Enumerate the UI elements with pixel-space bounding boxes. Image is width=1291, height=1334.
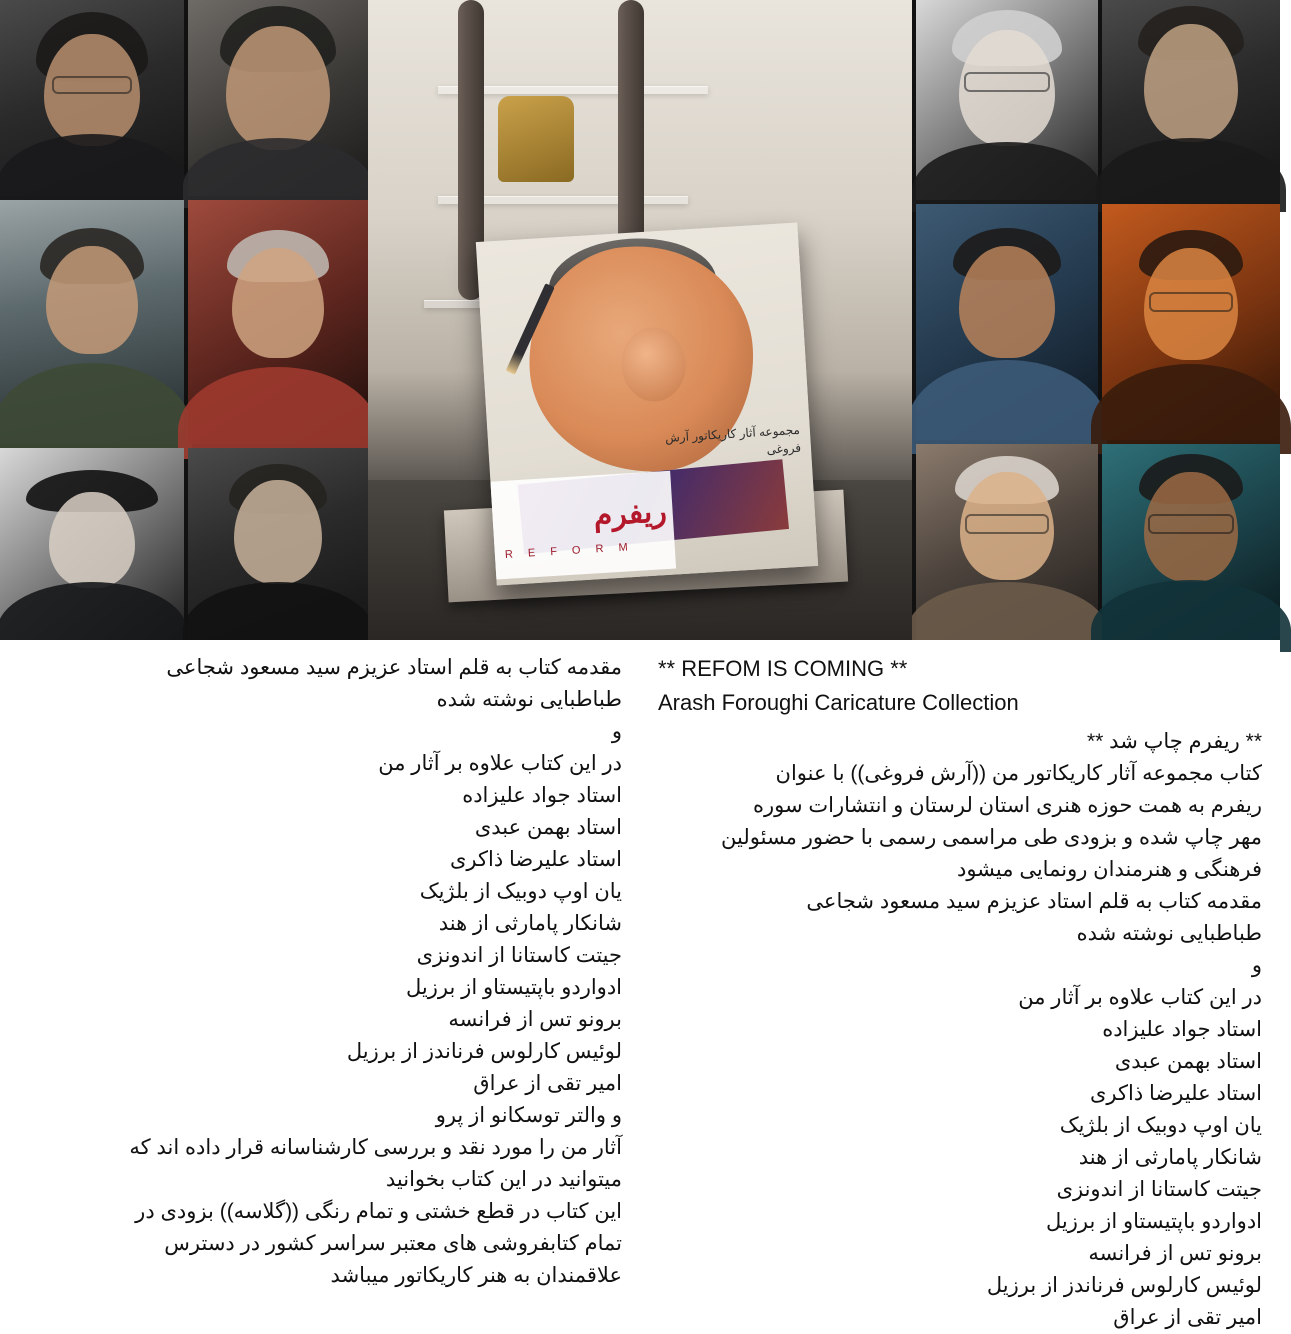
portrait-1 xyxy=(0,0,184,196)
right-line: ** ریفرم چاپ شد ** xyxy=(1087,730,1262,753)
left-line: استاد بهمن عبدی xyxy=(474,816,622,839)
right-line: برونو تس از فرانسه xyxy=(1088,1242,1262,1265)
right-line: ریفرم به همت حوزه هنری استان لرستان و انتشارات سوره xyxy=(752,794,1262,817)
cover-title-fa: ریفرم xyxy=(592,495,668,533)
head-shape xyxy=(959,246,1055,358)
right-line: در این کتاب علاوه بر آثار من xyxy=(1018,986,1262,1009)
right-line: فرهنگی و هنرمندان رونمایی میشود xyxy=(956,858,1262,881)
left-line: مقدمه کتاب به قلم استاد عزیزم سید مسعود شجاعی xyxy=(166,656,622,679)
caption-text-area xyxy=(0,640,1280,1329)
portrait-3 xyxy=(0,200,184,444)
left-line: و xyxy=(611,720,622,743)
left-line: در این کتاب علاوه بر آثار من xyxy=(378,752,622,775)
right-line: شانکار پامارثی از هند xyxy=(1078,1146,1262,1169)
left-line: میتوانید در این کتاب بخوانید xyxy=(385,1168,622,1191)
head-shape xyxy=(234,480,322,584)
center-photo-book-on-desk xyxy=(368,0,912,640)
portrait-2 xyxy=(188,0,368,196)
glasses-shape xyxy=(1148,514,1234,534)
portrait-4 xyxy=(188,200,368,444)
heading-english-1: ** REFOM IS COMING ** xyxy=(658,656,908,681)
cover-title-en: R E F O R M xyxy=(504,541,635,561)
left-line: و والتر توسکانو از پرو xyxy=(435,1104,622,1127)
head-shape xyxy=(226,26,330,150)
right-line: طباطبایی نوشته شده xyxy=(1076,922,1262,945)
left-line: استاد علیرضا ذاکری xyxy=(449,848,622,871)
left-line: این کتاب در قطع خشتی و تمام رنگی ((گلاسه)) بزودی در xyxy=(135,1200,622,1223)
right-line: لوئیس کارلوس فرناندز از برزیل xyxy=(986,1274,1262,1297)
right-line: یان اوپ دوبیک از بلژیک xyxy=(1059,1114,1262,1137)
left-line: ادواردو باپتیستاو از برزیل xyxy=(406,976,622,999)
right-line: و xyxy=(1251,954,1262,977)
left-line: یان اوپ دوبیک از بلژیک xyxy=(419,880,622,903)
right-line: استاد علیرضا ذاکری xyxy=(1089,1082,1262,1105)
left-line: امیر تقی از عراق xyxy=(473,1072,622,1095)
left-line: طباطبایی نوشته شده xyxy=(436,688,622,711)
portrait-12 xyxy=(1102,444,1280,640)
left-line: استاد جواد علیزاده xyxy=(462,784,622,807)
glasses-shape xyxy=(965,514,1049,534)
left-line: آثار من را مورد نقد و بررسی کارشناسانه قرار داده اند که xyxy=(129,1136,622,1159)
head-shape xyxy=(46,246,138,354)
portrait-7 xyxy=(916,0,1098,200)
left-line: لوئیس کارلوس فرناندز از برزیل xyxy=(346,1040,622,1063)
left-line: برونو تس از فرانسه xyxy=(448,1008,622,1031)
left-line: شانکار پامارثی از هند xyxy=(438,912,622,935)
portrait-8 xyxy=(1102,0,1280,200)
portrait-5 xyxy=(0,448,184,640)
right-line: جیتت کاستانا از اندونزی xyxy=(1056,1178,1262,1201)
cover-subtitle: مجموعه آثار کاریکاتور آرش فروغی xyxy=(664,422,802,457)
portrait-11 xyxy=(916,444,1098,640)
right-line: کتاب مجموعه آثار کاریکاتور من ((آرش فروغی)) با عنوان xyxy=(775,762,1262,785)
right-line: مقدمه کتاب به قلم استاد عزیزم سید مسعود شجاعی xyxy=(806,890,1262,913)
right-line: استاد بهمن عبدی xyxy=(1114,1050,1262,1073)
right-line: مهر چاپ شده و بزودی طی مراسمی رسمی با حضور مسئولین xyxy=(721,826,1262,849)
photo-collage xyxy=(0,0,1280,640)
head-shape xyxy=(1144,24,1238,142)
right-line: ادواردو باپتیستاو از برزیل xyxy=(1046,1210,1262,1233)
left-line: تمام کتابفروشی های معتبر سراسر کشور در دسترس xyxy=(164,1232,622,1255)
left-text-column xyxy=(0,640,640,1287)
left-line: علاقمندان به هنر کاریکاتور میباشد xyxy=(330,1264,622,1287)
right-text-column xyxy=(640,640,1280,1329)
glasses-shape xyxy=(52,76,132,94)
left-line: جیتت کاستانا از اندونزی xyxy=(416,944,622,967)
glasses-shape xyxy=(1149,292,1233,312)
right-line: استاد جواد علیزاده xyxy=(1102,1018,1262,1041)
glasses-shape xyxy=(964,72,1050,92)
book-cover-reform xyxy=(476,222,818,585)
portrait-6 xyxy=(188,448,368,640)
head-shape xyxy=(49,492,135,588)
trophy-object xyxy=(498,96,574,182)
portrait-10 xyxy=(1102,204,1280,440)
head-shape xyxy=(232,248,324,358)
portrait-9 xyxy=(916,204,1098,440)
heading-english-2: Arash Foroughi Caricature Collection xyxy=(658,690,1019,715)
right-line: امیر تقی از عراق xyxy=(1113,1306,1262,1329)
